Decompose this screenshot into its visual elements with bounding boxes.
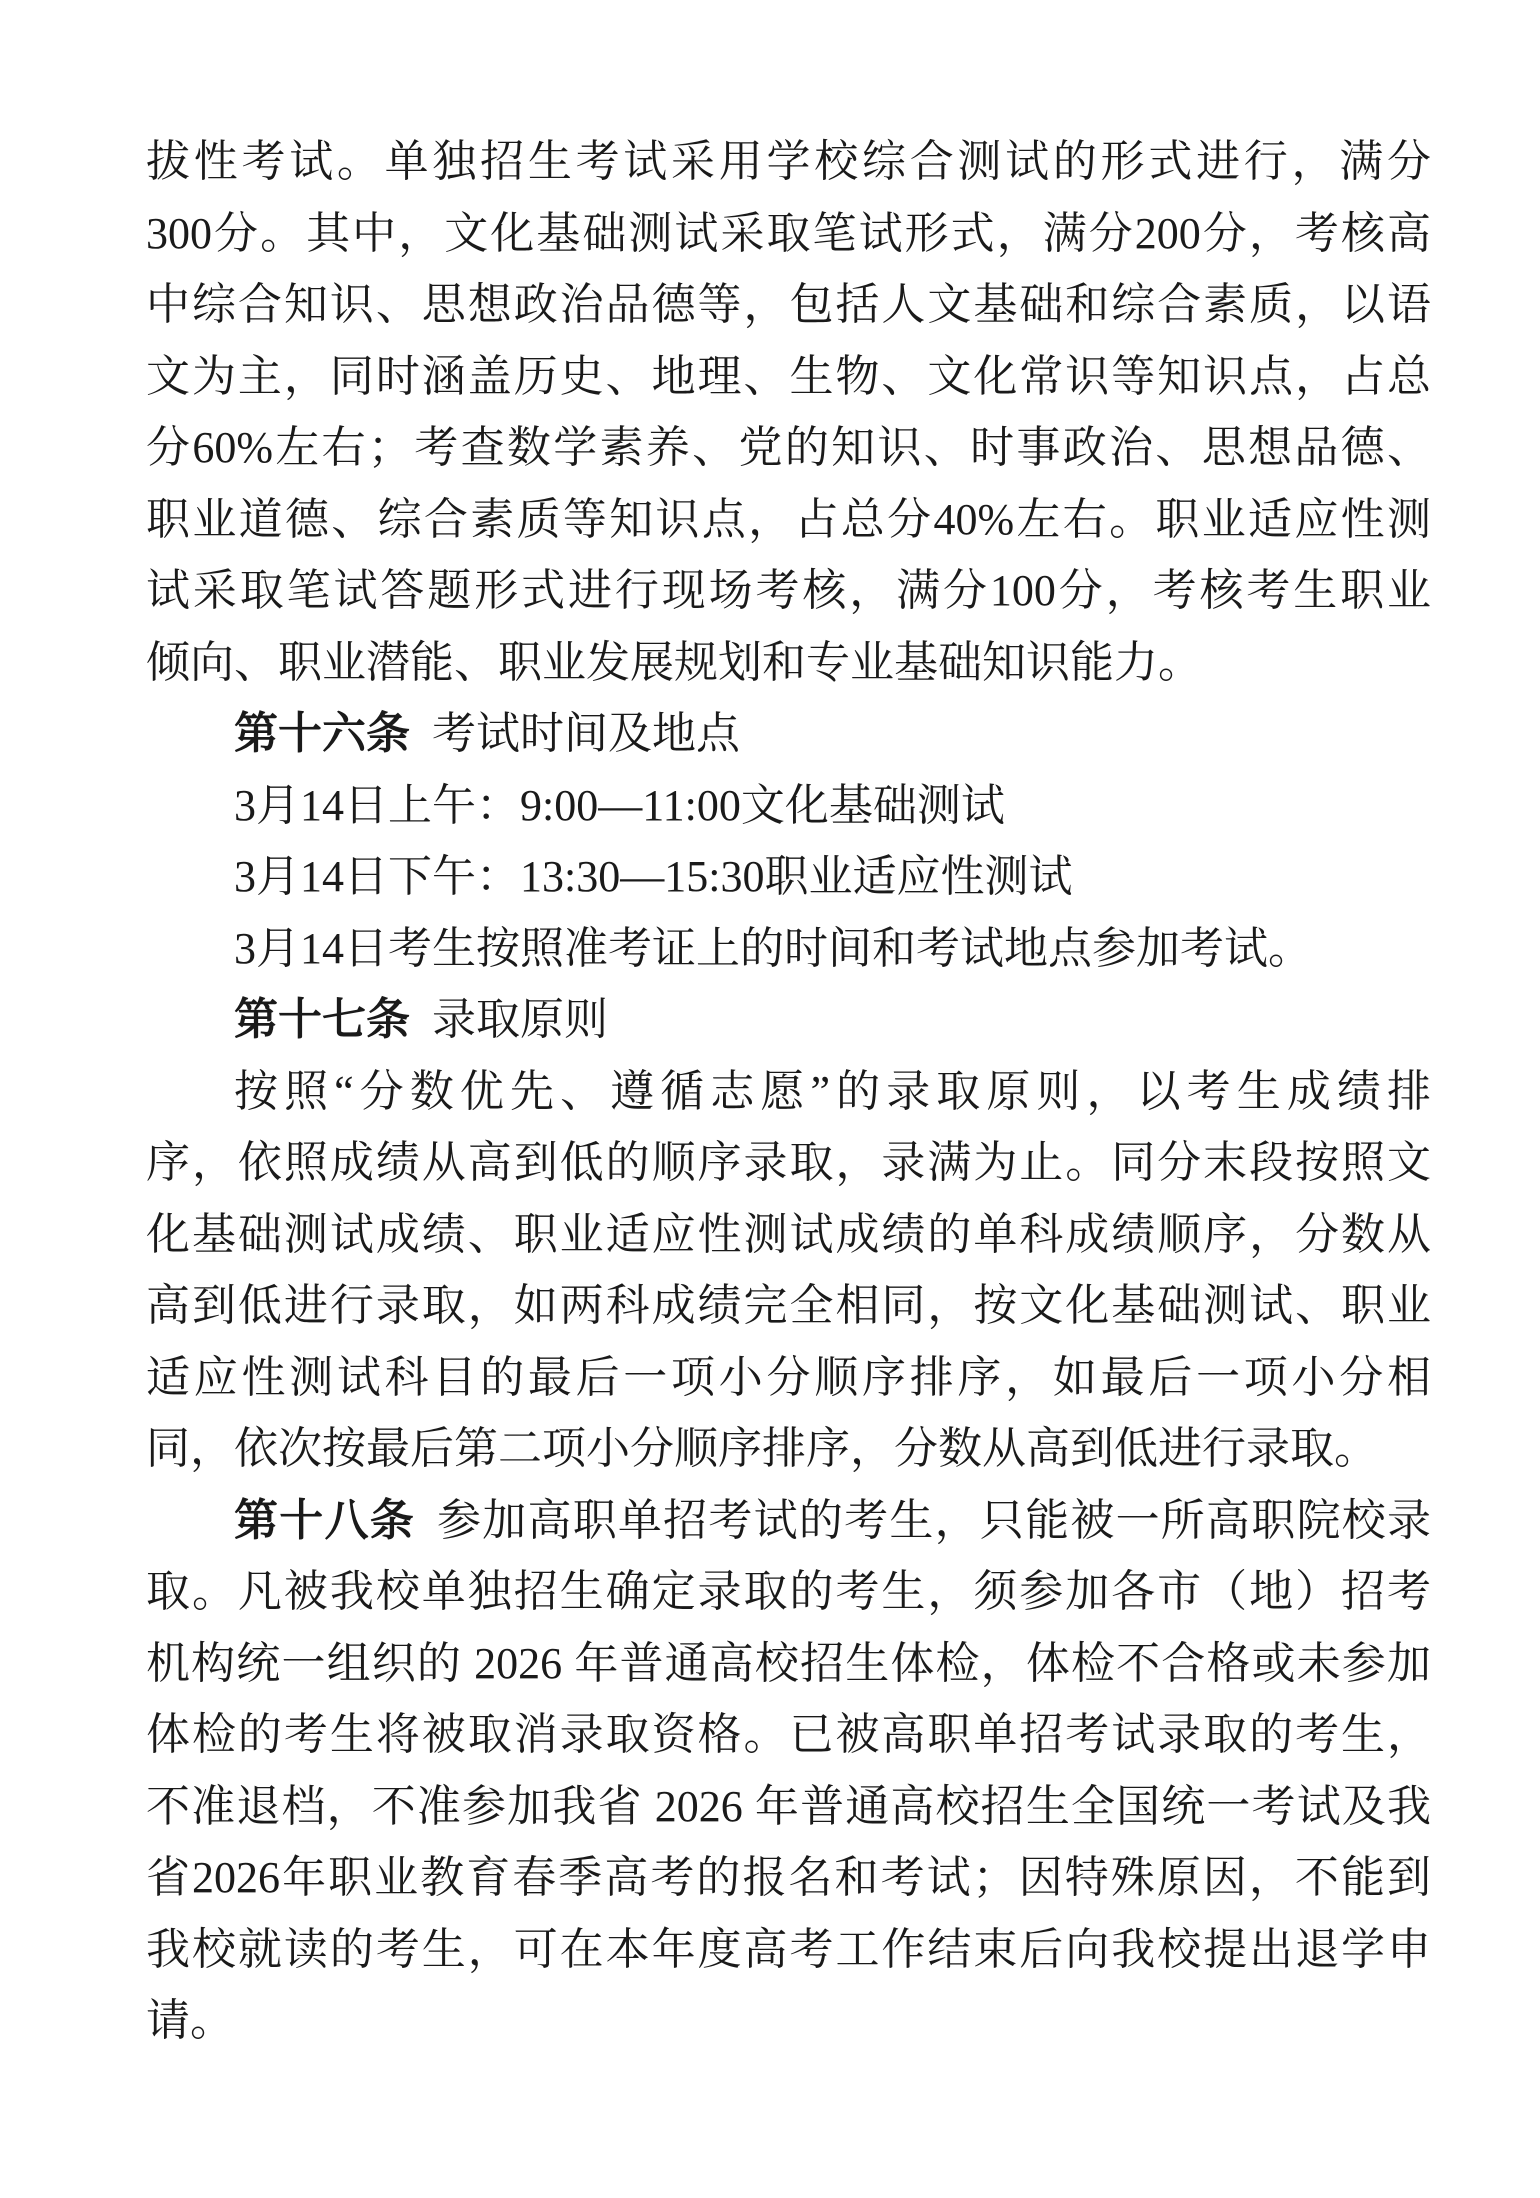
article-18-text: 参加高职单招考试的考生，只能被一所高职院校录: [436, 1495, 1432, 1545]
text-line: 化基础测试成绩、职业适应性测试成绩的单科成绩顺序，分数从: [146, 1209, 1431, 1259]
exam-time-afternoon-line: 3月14日下午：13:30—15:30职业适应性测试: [234, 852, 1073, 901]
text-line: 中综合知识、思想政治品德等，包括人文基础和综合素质，以语: [146, 280, 1431, 329]
document-body: [146, 126, 1431, 2057]
text-line: 按照“分数优先、遵循志愿”的录取原则，以考生成绩排: [234, 1066, 1431, 1116]
text-line: 职业道德、综合素质等知识点，占总分40%左右。职业适应性测: [146, 494, 1431, 544]
text-line: 我校就读的考生，可在本年度高考工作结束后向我校提出退学申: [146, 1924, 1431, 1974]
text-line: 适应性测试科目的最后一项小分顺序排序，如最后一项小分相: [146, 1352, 1431, 1402]
article-17-heading: [146, 984, 1431, 1056]
text-line: 请。: [146, 1996, 234, 2045]
article-16-heading: [146, 698, 1431, 770]
article-18-paragraph-start: [146, 1485, 1431, 1557]
text-line: 同，依次按最后第二项小分顺序排序，分数从高到低进行录取。: [146, 1424, 1378, 1473]
text-line: 300分。其中，文化基础测试采取笔试形式，满分200分，考核高: [146, 208, 1431, 258]
text-line: 取。凡被我校单独招生确定录取的考生，须参加各市（地）招考: [146, 1567, 1431, 1616]
text-line: 不准退档，不准参加我省 2026 年普通高校招生全国统一考试及我: [146, 1781, 1431, 1831]
text-line: 拔性考试。单独招生考试采用学校综合测试的形式进行，满分: [146, 137, 1431, 186]
text-line: 省2026年职业教育春季高考的报名和考试；因特殊原因，不能到: [146, 1853, 1431, 1902]
article-17-number: 第十七条: [234, 995, 410, 1044]
article-18-number: 第十八条: [234, 1495, 415, 1545]
text-line: 高到低进行录取，如两科成绩完全相同，按文化基础测试、职业: [146, 1281, 1431, 1330]
article-16-title: 考试时间及地点: [432, 709, 740, 758]
article-17-title: 录取原则: [432, 995, 608, 1044]
article-16-number: 第十六条: [234, 709, 410, 758]
text-line: 体检的考生将被取消录取资格。已被高职单招考试录取的考生，: [146, 1710, 1431, 1759]
text-line: 试采取笔试答题形式进行现场考核，满分100分，考核考生职业: [146, 566, 1431, 615]
text-line: 文为主，同时涵盖历史、地理、生物、文化常识等知识点，占总: [146, 351, 1431, 401]
exam-time-morning-line: 3月14日上午：9:00—11:00文化基础测试: [234, 780, 1005, 830]
text-line: 倾向、职业潜能、职业发展规划和专业基础知识能力。: [146, 637, 1202, 687]
exam-location-line: 3月14日考生按照准考证上的时间和考试地点参加考试。: [234, 923, 1312, 973]
text-line: 分60%左右；考查数学素养、党的知识、时事政治、思想品德、: [146, 423, 1431, 472]
text-line: 机构统一组织的 2026 年普通高校招生体检，体检不合格或未参加: [146, 1638, 1431, 1688]
text-line: 序，依照成绩从高到低的顺序录取，录满为止。同分末段按照文: [146, 1138, 1431, 1187]
